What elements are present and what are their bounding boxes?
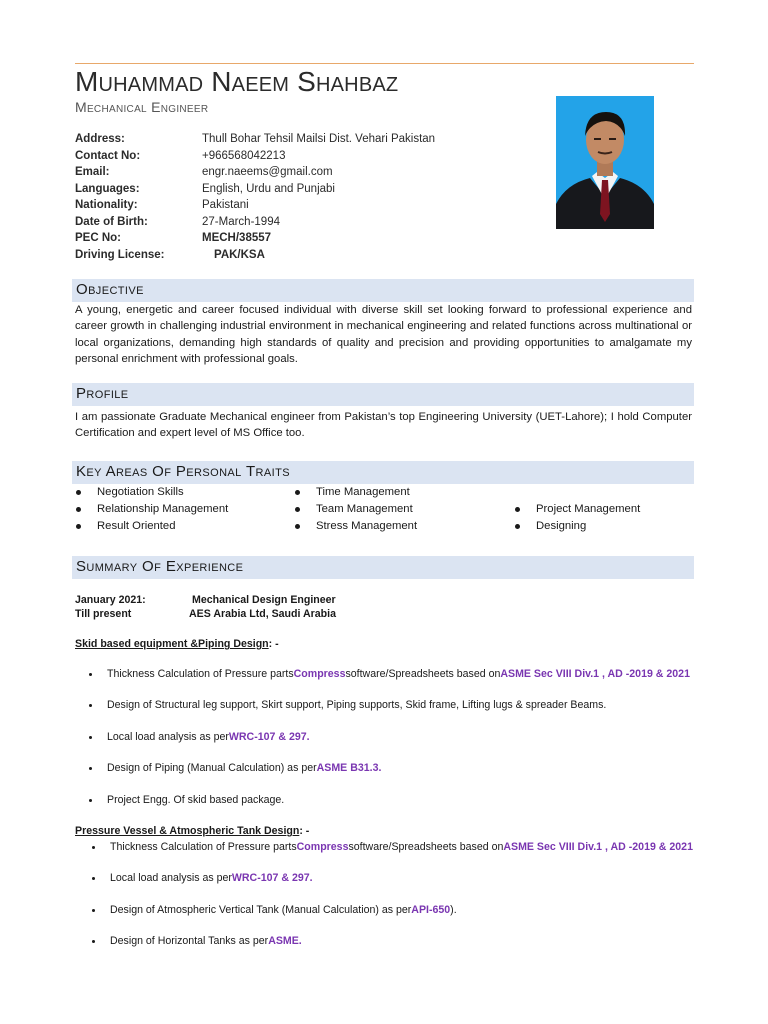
trait-item: [294, 520, 417, 532]
objective-text: A young, energetic and career focused individual with diverse skill set looking forward to professional experience and career growth in challenging industrial environment in mechanical engineering and related functions across multinational or local organizations, demanding high standards of quality and precision and providing opportunities to amalgamate my personal enrichment with professional goals.: [75, 304, 692, 365]
bullet-icon: [515, 507, 520, 512]
highlight: WRC-107 & 297.: [231, 872, 313, 884]
highlight: ASME.: [268, 935, 302, 947]
profile-text: I am passionate Graduate Mechanical engineer from Pakistan’s top Engineering University (UET-Lahore); I hold Computer Certification and expert level of MS Office too.: [75, 411, 692, 440]
info-value: +966568042213: [202, 149, 286, 162]
info-row-address: [75, 131, 495, 148]
vessel-bullet-1: [92, 841, 693, 853]
info-row-license: [75, 247, 495, 264]
bullet-text: Thickness Calculation of Pressure parts: [110, 841, 297, 853]
email-link[interactable]: engr.naeems@gmail.com: [202, 166, 333, 178]
trait-item: [514, 503, 640, 515]
bullet-icon: [89, 736, 92, 739]
vessel-bullet-4: [92, 935, 302, 947]
trait-item: [294, 486, 410, 498]
bullet-icon: [89, 767, 92, 770]
skid-bullet-4: [89, 762, 381, 774]
info-value: PAK/KSA: [214, 248, 265, 261]
info-label: Languages:: [75, 182, 140, 195]
info-row-email: [75, 164, 495, 181]
highlight: ASME Sec VIII Div.1 , AD -2019 & 2021: [503, 841, 693, 853]
info-value: English, Urdu and Punjabi: [202, 182, 335, 195]
trait-label: Time Management: [316, 486, 410, 498]
section-title: Objective: [76, 281, 144, 298]
exp-date-from: January 2021:: [75, 594, 146, 606]
bullet-text: Design of Atmospheric Vertical Tank (Manual Calculation) as per: [110, 904, 412, 916]
bullet-icon: [92, 846, 95, 849]
highlight: WRC-107 & 297.: [228, 731, 310, 743]
bullet-text: Design of Horizontal Tanks as per: [110, 935, 269, 947]
section-title: Key Areas Of Personal Traits: [76, 463, 290, 480]
trait-label: Project Management: [536, 503, 641, 515]
highlight: API-650: [411, 904, 451, 916]
exp-position: Mechanical Design Engineer: [192, 594, 336, 606]
candidate-title: Mechanical Engineer: [75, 99, 209, 115]
info-row-pec: [75, 230, 495, 247]
skid-bullet-3: [89, 731, 310, 743]
subheading-suffix: : -: [299, 825, 310, 837]
section-title: Profile: [76, 385, 129, 402]
bullet-icon: [92, 940, 95, 943]
subheading-suffix: : -: [268, 638, 279, 650]
bullet-icon: [89, 673, 92, 676]
info-label: Email:: [75, 166, 110, 178]
highlight: ASME B31.3.: [316, 762, 382, 774]
bullet-icon: [89, 704, 92, 707]
bullet-text: Local load analysis as per: [107, 731, 229, 743]
trait-label: Designing: [536, 520, 587, 532]
bullet-icon: [92, 877, 95, 880]
bullet-text: software/Spreadsheets based on: [345, 668, 501, 680]
header-rule: [75, 63, 694, 64]
trait-item: [75, 486, 184, 498]
skid-design-heading: [75, 638, 279, 650]
bullet-icon: [76, 490, 81, 495]
vessel-bullet-3: [92, 904, 457, 916]
bullet-icon: [89, 799, 92, 802]
bullet-icon: [76, 524, 81, 529]
portrait-illustration: [556, 96, 654, 229]
info-value: Thull Bohar Tehsil Mailsi Dist. Vehari Pakistan: [202, 133, 436, 145]
bullet-icon: [76, 507, 81, 512]
bullet-text: ).: [450, 904, 457, 916]
candidate-name: Muhammad Naeem Shahbaz: [75, 66, 399, 97]
trait-item: [75, 520, 176, 532]
bullet-icon: [295, 524, 300, 529]
bullet-text: Design of Structural leg support, Skirt support, Piping supports, Skid frame, Lifting lugs & spreader Beams.: [107, 699, 607, 711]
exp-date-to: Till present: [75, 608, 132, 620]
trait-label: Relationship Management: [97, 503, 229, 515]
info-row-dob: [75, 214, 495, 231]
info-value: Pakistani: [202, 199, 249, 211]
bullet-icon: [92, 909, 95, 912]
trait-item: [75, 503, 228, 515]
info-label: Driving License:: [75, 248, 165, 261]
trait-label: Team Management: [316, 503, 413, 515]
bullet-icon: [295, 507, 300, 512]
skid-bullet-1: [89, 668, 690, 680]
profile-photo: [556, 96, 654, 229]
highlight: Compress: [293, 668, 346, 680]
info-row-nationality: [75, 197, 495, 214]
vessel-bullet-2: [92, 872, 313, 884]
trait-item: [294, 503, 413, 515]
info-value: 27-March-1994: [202, 215, 280, 228]
info-row-contact: [75, 148, 495, 165]
experience-section-header: [72, 556, 694, 579]
exp-company: AES Arabia Ltd, Saudi Arabia: [189, 608, 336, 620]
skid-bullet-5: [89, 794, 284, 806]
objective-section-header: [72, 279, 694, 302]
bullet-text: Project Engg. Of skid based package.: [107, 794, 285, 806]
subheading-text: Skid based equipment &Piping Design: [75, 638, 269, 650]
info-row-languages: [75, 181, 495, 198]
personal-info: [75, 131, 495, 263]
bullet-icon: [295, 490, 300, 495]
section-title: Summary Of Experience: [76, 558, 244, 575]
info-label: PEC No:: [75, 232, 121, 244]
info-label: Address:: [75, 133, 125, 145]
bullet-text: Local load analysis as per: [110, 872, 232, 884]
bullet-text: Design of Piping (Manual Calculation) as per: [107, 762, 317, 774]
highlight: ASME Sec VIII Div.1 , AD -2019 & 2021: [500, 668, 690, 680]
highlight: Compress: [296, 841, 349, 853]
bullet-icon: [515, 524, 520, 529]
info-value: MECH/38557: [202, 232, 272, 244]
trait-label: Negotiation Skills: [97, 486, 184, 498]
bullet-text: software/Spreadsheets based on: [348, 841, 504, 853]
info-label: Contact No:: [75, 149, 141, 162]
trait-label: Stress Management: [316, 520, 418, 532]
bullet-text: Thickness Calculation of Pressure parts: [107, 668, 294, 680]
subheading-text: Pressure Vessel & Atmospheric Tank Design: [75, 825, 300, 837]
trait-item: [514, 520, 586, 532]
skid-bullet-2: [89, 699, 606, 711]
info-label: Date of Birth:: [75, 215, 148, 228]
info-label: Nationality:: [75, 199, 138, 211]
traits-section-header: [72, 461, 694, 484]
trait-label: Result Oriented: [97, 520, 176, 532]
profile-section-header: [72, 383, 694, 406]
vessel-design-heading: [75, 825, 309, 837]
